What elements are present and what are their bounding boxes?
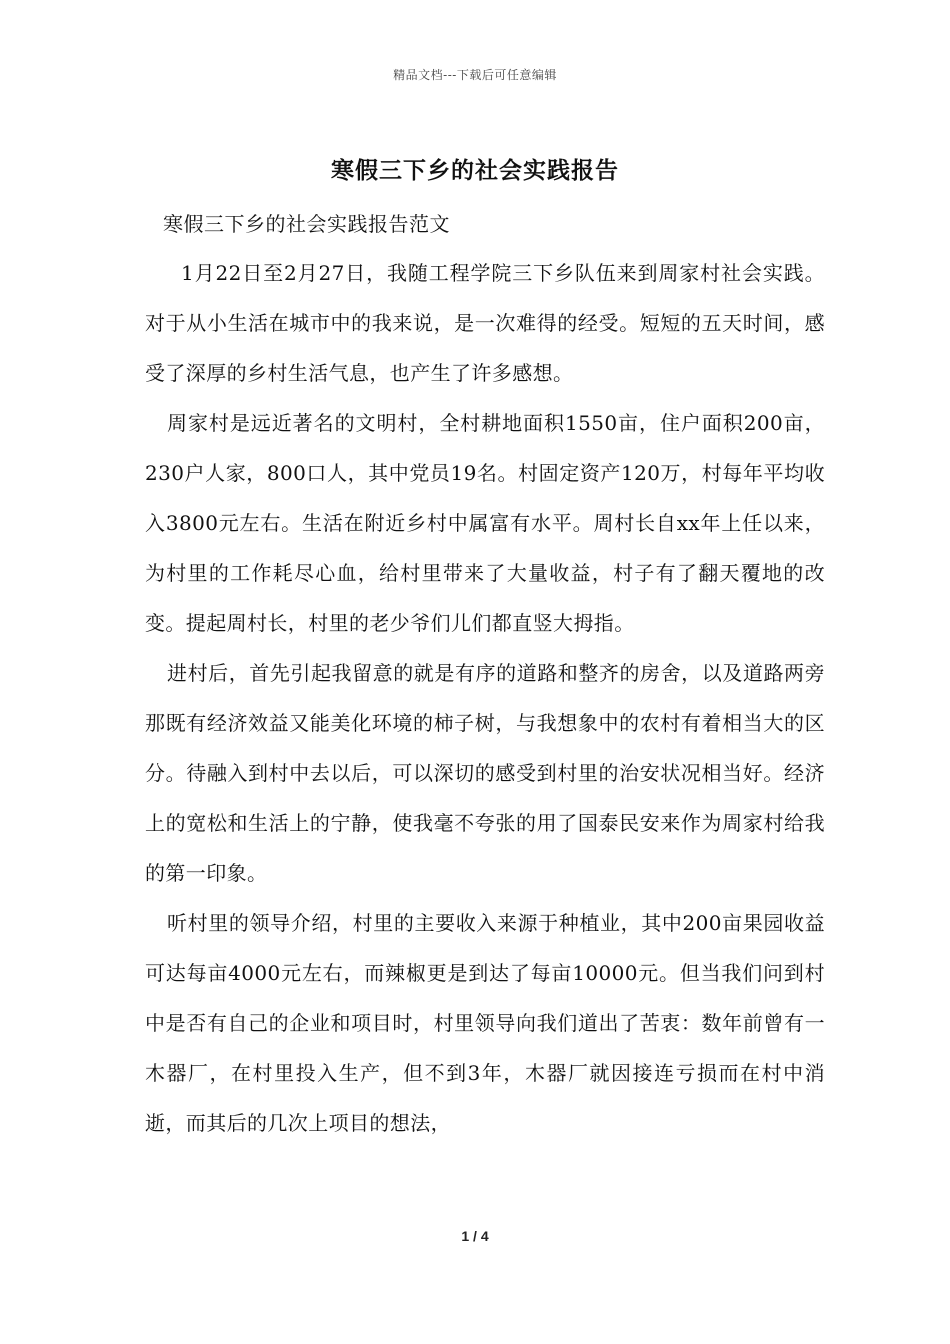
document-subtitle: 寒假三下乡的社会实践报告范文 <box>163 212 450 236</box>
paragraph-2: 周家村是远近著名的文明村，全村耕地面积1550亩，住户面积200亩，230户人家，800口人，其中党员19名。村固定资产120万，村每年平均收入3800元左右。生活在附近乡村中属富有水平。周村长自xx年上任以来，为村里的工作耗尽心血，给村里带来了大量收益，村子有了翻天覆地的改变。提起周村长，村里的老少爷们儿们都直竖大拇指。 <box>145 411 825 635</box>
page-number: 1 / 4 <box>461 1228 489 1244</box>
document-title: 寒假三下乡的社会实践报告 <box>331 157 619 184</box>
header-note: 精品文档---下载后可任意编辑 <box>393 68 557 82</box>
paragraph-1: 1月22日至2月27日，我随工程学院三下乡队伍来到周家村社会实践。对于从小生活在城市中的我来说，是一次难得的经受。短短的五天时间，感受了深厚的乡村生活气息，也产生了许多感想。 <box>145 261 825 385</box>
paragraph-3: 进村后，首先引起我留意的就是有序的道路和整齐的房舍，以及道路两旁那既有经济效益又能美化环境的柿子树，与我想象中的农村有着相当大的区分。待融入到村中去以后，可以深切的感受到村里的治安状况相当好。经济上的宽松和生活上的宁静，使我毫不夸张的用了国泰民安来作为周家村给我的第一印象。 <box>145 661 825 885</box>
paragraph-4: 听村里的领导介绍，村里的主要收入来源于种植业，其中200亩果园收益可达每亩4000元左右，而辣椒更是到达了每亩10000元。但当我们问到村中是否有自己的企业和项目时，村里领导向我们道出了苦衷：数年前曾有一木器厂，在村里投入生产，但不到3年，木器厂就因接连亏损而在村中消逝，而其后的几次上项目的想法， <box>145 911 825 1135</box>
document-body <box>145 248 825 1148</box>
